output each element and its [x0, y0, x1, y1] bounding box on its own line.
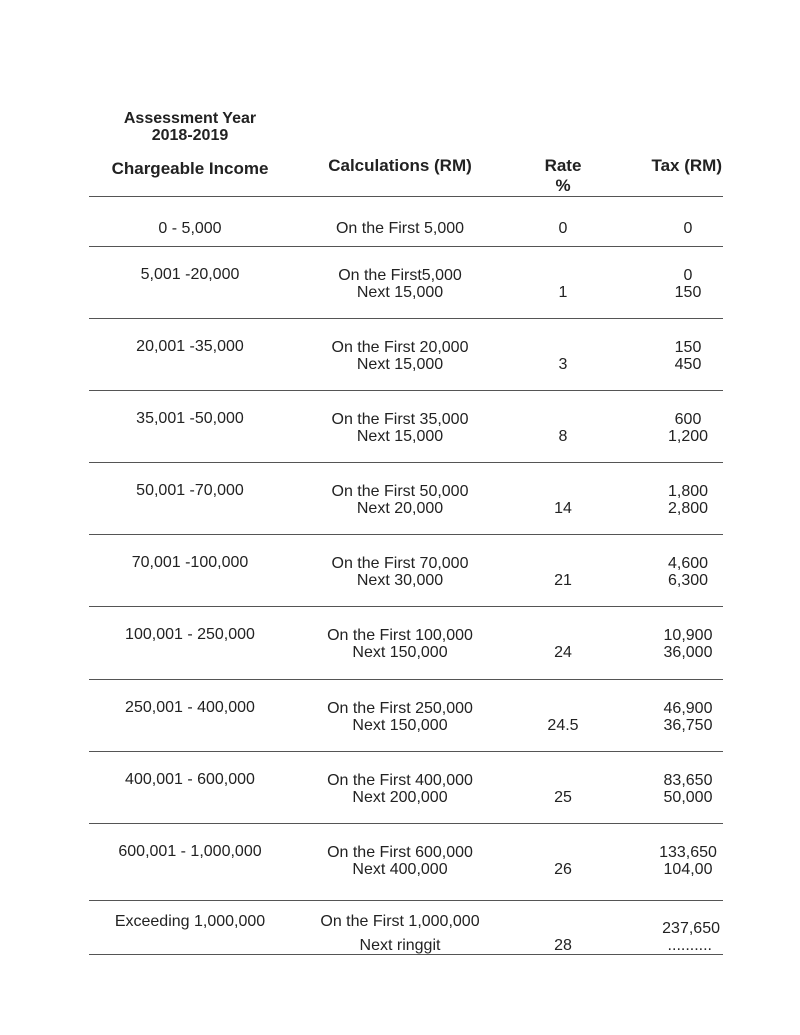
income-cell: Exceeding 1,000,000 — [114, 913, 266, 930]
calc-first: On the First 100,000 — [327, 627, 473, 644]
divider — [89, 823, 723, 824]
calc-first: On the First 50,000 — [331, 483, 469, 500]
calc-cell: On the First 1,000,000 — [320, 913, 480, 930]
tax-next: 6,300 — [667, 572, 709, 589]
divider — [89, 679, 723, 680]
calc-first: On the First 600,000 — [327, 844, 473, 861]
tax-cell — [650, 411, 726, 445]
divider — [89, 390, 723, 391]
rate-cell: 1 — [558, 284, 568, 301]
income-cell: 400,001 - 600,000 — [125, 771, 255, 788]
income-cell: 0 - 5,000 — [158, 220, 222, 237]
tax-first: 4,600 — [667, 555, 709, 572]
tax-cell — [650, 700, 726, 734]
tax-next: 450 — [674, 356, 702, 373]
divider — [89, 606, 723, 607]
title-line2: 2018-2019 — [151, 127, 229, 144]
income-cell: 600,001 - 1,000,000 — [118, 843, 262, 860]
tax-first: 600 — [674, 411, 702, 428]
divider — [89, 534, 723, 535]
tax-next: 36,000 — [663, 644, 713, 661]
calc-cell: Next ringgit — [359, 937, 441, 954]
calc-first: On the First 35,000 — [331, 411, 469, 428]
calc-next: Next 20,000 — [356, 500, 444, 517]
tax-cell: 0 — [683, 220, 693, 237]
income-cell: 100,001 - 250,000 — [125, 626, 255, 643]
calc-cell — [300, 339, 500, 373]
rate-cell: 8 — [558, 428, 568, 445]
tax-next: 50,000 — [663, 789, 713, 806]
header-rate-unit: % — [555, 176, 571, 195]
calc-next: Next 150,000 — [352, 717, 448, 734]
income-cell: 20,001 -35,000 — [136, 338, 244, 355]
rate-cell: 3 — [558, 356, 568, 373]
rate-cell: 24.5 — [547, 717, 579, 734]
tax-next: 1,200 — [667, 428, 709, 445]
rate-cell: 24 — [554, 644, 572, 661]
tax-cell — [650, 627, 726, 661]
calc-next: Next 15,000 — [356, 284, 444, 301]
calc-next: Next 150,000 — [352, 644, 448, 661]
tax-cell — [650, 772, 726, 806]
calc-first: On the First 400,000 — [327, 772, 473, 789]
tax-first: 150 — [674, 339, 702, 356]
calc-next: Next 15,000 — [356, 356, 444, 373]
tax-next: 104,00 — [663, 861, 713, 878]
tax-first: 10,900 — [663, 627, 713, 644]
calc-first: On the First 70,000 — [331, 555, 469, 572]
tax-first: 0 — [683, 267, 693, 284]
tax-next: 150 — [674, 284, 702, 301]
tax-first: 46,900 — [663, 700, 713, 717]
header-rate — [533, 156, 593, 196]
calc-cell — [300, 700, 500, 734]
divider — [89, 954, 723, 955]
calc-cell — [300, 483, 500, 517]
divider — [89, 900, 723, 901]
income-cell: 50,001 -70,000 — [136, 482, 244, 499]
tax-first: 1,800 — [667, 483, 709, 500]
tax-cell: .......... — [667, 937, 712, 954]
calc-first: On the First 20,000 — [331, 339, 469, 356]
calc-next: Next 30,000 — [356, 572, 444, 589]
header-income: Chargeable Income — [111, 159, 269, 178]
calc-next: Next 400,000 — [352, 861, 448, 878]
rate-cell: 0 — [558, 220, 568, 237]
divider — [89, 196, 723, 197]
tax-cell — [650, 339, 726, 373]
rate-cell: 28 — [554, 937, 572, 954]
income-cell: 70,001 -100,000 — [131, 554, 249, 571]
rate-cell: 21 — [554, 572, 572, 589]
tax-next: 2,800 — [667, 500, 709, 517]
divider — [89, 246, 723, 247]
calc-first: On the First5,000 — [338, 267, 462, 284]
tax-cell — [650, 844, 726, 878]
tax-first: 133,650 — [659, 844, 717, 861]
calc-cell — [300, 267, 500, 301]
header-tax: Tax (RM) — [651, 156, 722, 175]
tax-cell — [650, 555, 726, 589]
divider — [89, 751, 723, 752]
title-line1: Assessment Year — [123, 110, 257, 127]
calc-cell — [300, 411, 500, 445]
divider — [89, 462, 723, 463]
calc-next: Next 200,000 — [352, 789, 448, 806]
rate-cell: 25 — [554, 789, 572, 806]
header-calc: Calculations (RM) — [328, 156, 472, 175]
calc-cell — [300, 772, 500, 806]
divider — [89, 318, 723, 319]
rate-cell: 14 — [554, 500, 572, 517]
header-rate-label: Rate — [544, 156, 582, 175]
calc-cell — [300, 627, 500, 661]
calc-cell: On the First 5,000 — [335, 220, 465, 237]
assessment-year-title — [90, 110, 290, 144]
income-cell: 35,001 -50,000 — [136, 410, 244, 427]
calc-first: On the First 250,000 — [327, 700, 473, 717]
income-cell: 5,001 -20,000 — [140, 266, 240, 283]
rate-cell: 26 — [554, 861, 572, 878]
tax-cell: 237,650 — [662, 920, 720, 937]
tax-cell — [650, 483, 726, 517]
calc-next: Next 15,000 — [356, 428, 444, 445]
tax-next: 36,750 — [663, 717, 713, 734]
tax-first: 83,650 — [663, 772, 713, 789]
calc-cell — [300, 555, 500, 589]
tax-cell — [650, 267, 726, 301]
calc-cell — [300, 844, 500, 878]
income-cell: 250,001 - 400,000 — [125, 699, 255, 716]
